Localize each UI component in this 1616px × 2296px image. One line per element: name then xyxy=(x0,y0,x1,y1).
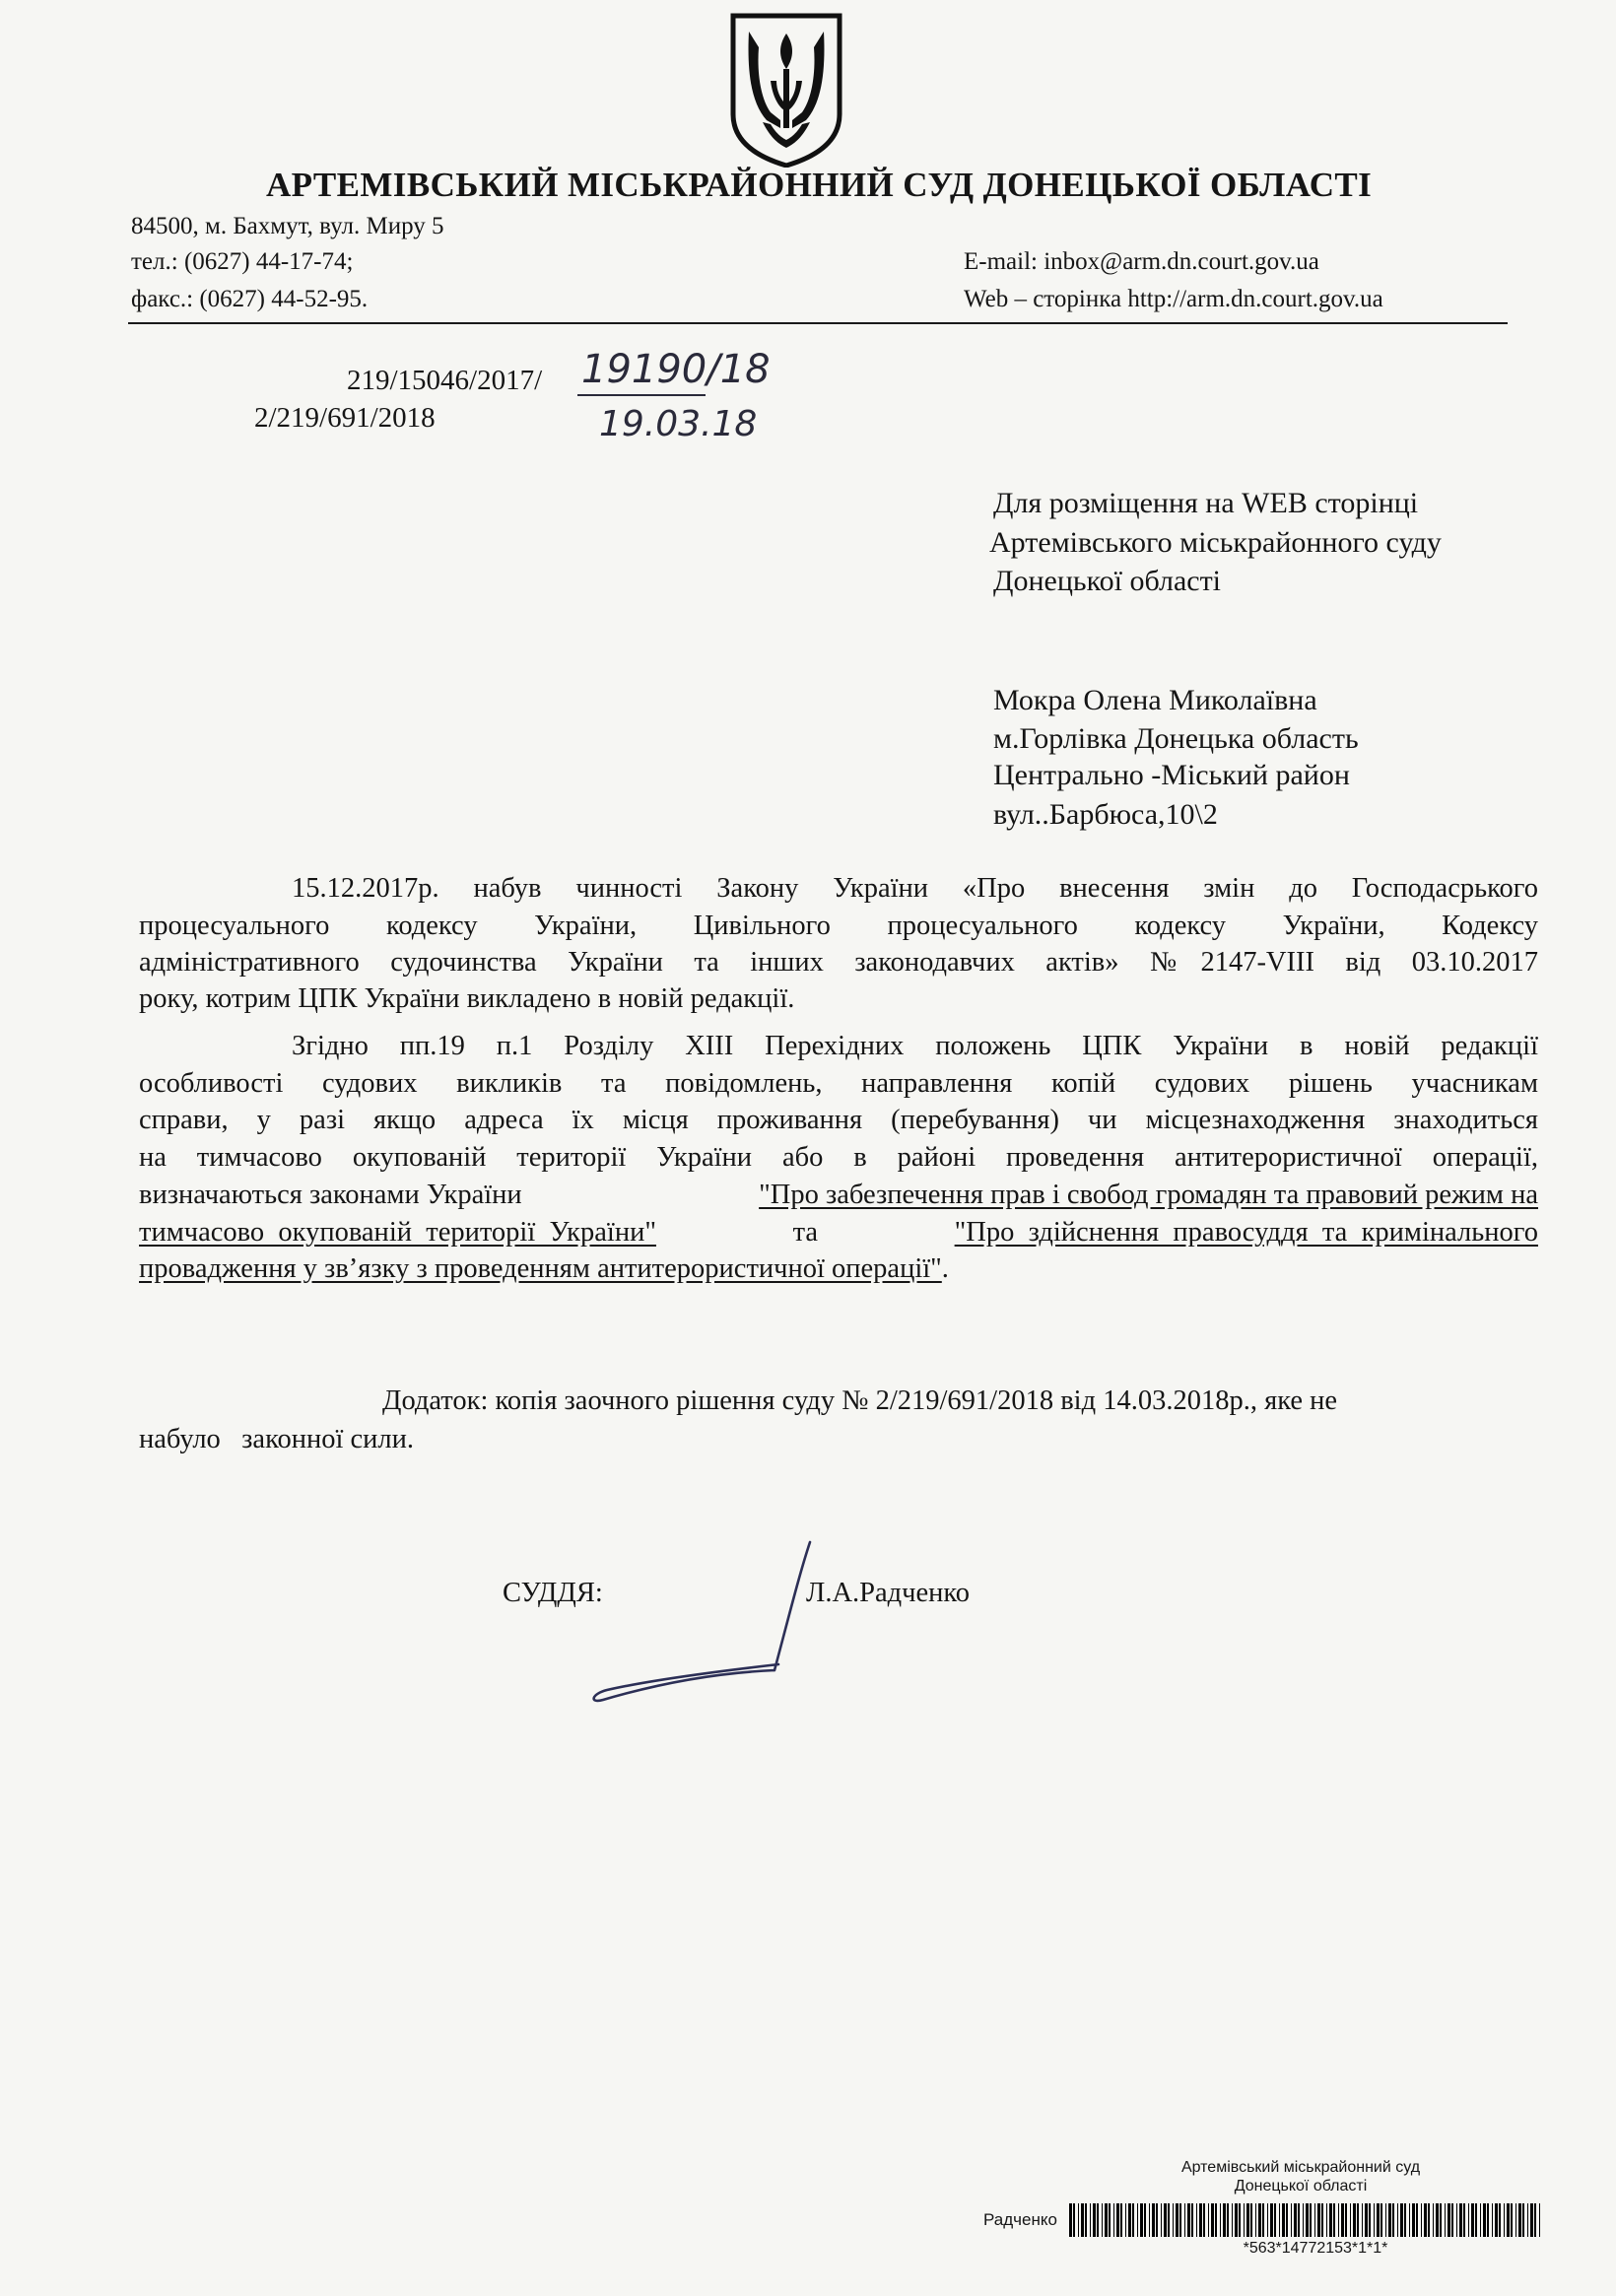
barcode-bar xyxy=(1341,2203,1344,2237)
barcode-bar xyxy=(1199,2203,1202,2237)
barcode-bar xyxy=(1353,2203,1356,2237)
barcode-bar xyxy=(1475,2203,1477,2237)
barcode-bar xyxy=(1483,2203,1486,2237)
barcode-bar xyxy=(1085,2203,1087,2237)
paragraph-text: визначаються законами України xyxy=(139,1180,529,1210)
signature-title: СУДДЯ: xyxy=(503,1578,603,1608)
barcode-bar xyxy=(1504,2203,1505,2237)
barcode-number: *563*14772153*1*1* xyxy=(1243,2240,1388,2257)
barcode-bar xyxy=(1511,2203,1513,2237)
header-divider xyxy=(128,322,1508,324)
barcode-caption-line: Артемівський міськрайонний суд xyxy=(1180,2159,1421,2176)
barcode-bar xyxy=(1137,2203,1138,2237)
barcode-bar xyxy=(1132,2203,1134,2237)
barcode-bar xyxy=(1409,2203,1410,2237)
signer-name: Л.А.Радченко xyxy=(806,1578,971,1608)
handwritten-registration-number: 19190/18 xyxy=(581,347,771,392)
barcode-bar xyxy=(1294,2203,1297,2237)
barcode-bar xyxy=(1471,2203,1474,2237)
barcode-bar xyxy=(1173,2203,1174,2237)
addressee-name: Мокра Олена Миколаївна xyxy=(993,684,1317,716)
barcode-bar xyxy=(1250,2203,1252,2237)
barcode-bar xyxy=(1116,2203,1119,2237)
paragraph-line xyxy=(139,1219,1538,1248)
barcode-bar xyxy=(1345,2203,1347,2237)
barcode-bar xyxy=(1350,2203,1351,2237)
barcode-bar xyxy=(1421,2203,1422,2237)
law-reference-2: провадження у зв’язку з проведенням антитерористичної операції" xyxy=(139,1253,942,1284)
paragraph-line: на тимчасово окупованій території України або в районі проведення антитерористичної операції, xyxy=(139,1142,1538,1173)
barcode-bar xyxy=(1267,2203,1268,2237)
barcode-bar xyxy=(1298,2203,1300,2237)
paragraph-text: . xyxy=(941,1253,949,1284)
handwritten-date: 19.03.18 xyxy=(599,404,758,444)
barcode-bar xyxy=(1369,2203,1371,2237)
barcode-bar xyxy=(1306,2203,1309,2237)
barcode-bar xyxy=(1220,2203,1221,2237)
paragraph-line: року, котрим ЦПК України викладено в новій редакції. xyxy=(139,983,795,1014)
barcode-bar xyxy=(1428,2203,1430,2237)
barcode-bar xyxy=(1388,2203,1391,2237)
paragraph-line: 15.12.2017р. набув чинності Закону України «Про внесення змін до Господасрького xyxy=(292,873,1538,904)
law-reference-1: "Про забезпечення прав і свобод громадян та правовий режим на xyxy=(759,1180,1538,1210)
barcode-bar xyxy=(1235,2203,1238,2237)
coat-of-arms-emblem xyxy=(727,12,845,168)
barcode-bar xyxy=(1362,2203,1363,2237)
barcode-bar xyxy=(1093,2203,1096,2237)
barcode-bar xyxy=(1445,2203,1446,2237)
case-number: 2/219/691/2018 xyxy=(254,402,436,434)
paragraph-text: та xyxy=(785,1217,826,1248)
web-notice-line: Артемівського міськрайонного суду xyxy=(989,526,1442,559)
barcode-bar xyxy=(1459,2203,1462,2237)
court-email: E-mail: inbox@arm.dn.court.gov.ua xyxy=(964,248,1319,275)
addressee-district: Центрально -Міський район xyxy=(993,759,1350,791)
barcode-bar xyxy=(1333,2203,1335,2237)
barcode-bar xyxy=(1223,2203,1226,2237)
barcode-bar xyxy=(1176,2203,1178,2237)
barcode-bar xyxy=(1480,2203,1481,2237)
barcode-bar xyxy=(1179,2203,1181,2237)
barcode-bar xyxy=(1244,2203,1245,2237)
barcode-bar xyxy=(1262,2203,1264,2237)
paragraph-line: адміністративного судочинства України та інших законодавчих актів» №2147-VIII від 03.10.2017 xyxy=(139,947,1538,978)
court-fax: факс.: (0627) 44-52-95. xyxy=(131,286,369,312)
barcode-bar xyxy=(1255,2203,1256,2237)
barcode-bar xyxy=(1534,2203,1536,2237)
barcode-bar xyxy=(1539,2203,1540,2237)
barcode-bar xyxy=(1314,2203,1315,2237)
attachment-note: набуло законної сили. xyxy=(139,1424,415,1454)
barcode-bar xyxy=(1404,2203,1406,2237)
court-address: 84500, м. Бахмут, вул. Миру 5 xyxy=(131,213,444,239)
barcode-bar xyxy=(1279,2203,1280,2237)
barcode-bar xyxy=(1436,2203,1439,2237)
outgoing-number: 219/15046/2017/ xyxy=(347,365,543,396)
barcode-bar xyxy=(1196,2203,1197,2237)
barcode-bar xyxy=(1140,2203,1143,2237)
barcode-bar xyxy=(1113,2203,1114,2237)
barcode-bar xyxy=(1286,2203,1288,2237)
barcode-bar xyxy=(1385,2203,1386,2237)
barcode-bar xyxy=(1078,2203,1079,2237)
barcode-bar xyxy=(1518,2203,1521,2237)
addressee-city: м.Горлівка Донецька область xyxy=(993,722,1359,755)
barcode-bar xyxy=(1258,2203,1261,2237)
barcode-bar xyxy=(1081,2203,1084,2237)
barcode-bar xyxy=(1433,2203,1434,2237)
barcode-bar xyxy=(1274,2203,1276,2237)
barcode-bar xyxy=(1492,2203,1493,2237)
barcode-bar xyxy=(1164,2203,1167,2237)
barcode-bar xyxy=(1530,2203,1533,2237)
barcode-bar xyxy=(1282,2203,1285,2237)
barcode-bar xyxy=(1448,2203,1450,2237)
barcode-bar xyxy=(1069,2203,1072,2237)
barcode-bar xyxy=(1303,2203,1304,2237)
barcode-bar xyxy=(1412,2203,1415,2237)
barcode-bar xyxy=(1329,2203,1332,2237)
law-reference-1: тимчасово окупованій території України" xyxy=(139,1217,656,1248)
handwritten-signature xyxy=(581,1532,838,1710)
barcode-bar xyxy=(1495,2203,1498,2237)
barcode-bar xyxy=(1208,2203,1209,2237)
barcode-bar xyxy=(1365,2203,1368,2237)
paragraph-line: справи, у разі якщо адреса їх місця проживання (перебування) чи місцезнаходження знаходиться xyxy=(139,1105,1538,1135)
barcode-caption-line: Донецької області xyxy=(1234,2178,1368,2195)
barcode-bar xyxy=(1400,2203,1403,2237)
barcode-bar xyxy=(1215,2203,1217,2237)
barcode-bar xyxy=(1090,2203,1091,2237)
barcode-bar xyxy=(1125,2203,1126,2237)
barcode-bar xyxy=(1424,2203,1427,2237)
barcode-bar xyxy=(1357,2203,1359,2237)
barcode-bar xyxy=(1463,2203,1465,2237)
barcode-bar xyxy=(1338,2203,1339,2237)
barcode-bar xyxy=(1451,2203,1453,2237)
barcode-bar xyxy=(1310,2203,1312,2237)
paragraph-line: Згідно пп.19 п.1 Розділу ХІІІ Перехідних положень ЦПК України в новій редакції xyxy=(292,1031,1538,1061)
barcode-bar xyxy=(1187,2203,1190,2237)
paragraph-line: процесуального кодексу України, Цивільного процесуального кодексу України, Кодексу xyxy=(139,911,1538,941)
barcode-bar xyxy=(1270,2203,1273,2237)
barcode-bar xyxy=(1073,2203,1075,2237)
barcode-bar xyxy=(1456,2203,1457,2237)
barcode-bar xyxy=(1317,2203,1320,2237)
barcode-bar xyxy=(1374,2203,1375,2237)
barcode-bar xyxy=(1326,2203,1327,2237)
barcode-bar xyxy=(1392,2203,1394,2237)
barcode-bar xyxy=(1416,2203,1418,2237)
barcode-bar xyxy=(1109,2203,1111,2237)
barcode-bar xyxy=(1120,2203,1122,2237)
web-notice-line: Для розміщення на WEB сторінці xyxy=(993,487,1419,519)
barcode xyxy=(1069,2203,1542,2237)
barcode-bar xyxy=(1184,2203,1185,2237)
paragraph-line: особливості судових викликів та повідомлень, направлення копій судових рішень учасникам xyxy=(139,1068,1538,1099)
barcode-bar xyxy=(1144,2203,1146,2237)
barcode-bar xyxy=(1380,2203,1382,2237)
barcode-bar xyxy=(1203,2203,1205,2237)
barcode-bar xyxy=(1149,2203,1150,2237)
barcode-judge-name: Радченко xyxy=(983,2210,1057,2229)
barcode-bar xyxy=(1211,2203,1214,2237)
barcode-bar xyxy=(1321,2203,1323,2237)
barcode-bar xyxy=(1102,2203,1103,2237)
barcode-bar xyxy=(1507,2203,1510,2237)
registration-underline xyxy=(577,394,706,396)
barcode-bar xyxy=(1397,2203,1398,2237)
paragraph-line xyxy=(139,1182,1538,1210)
barcode-bar xyxy=(1468,2203,1469,2237)
addressee-street: вул..Барбюса,10\2 xyxy=(993,798,1218,831)
barcode-bar xyxy=(1105,2203,1108,2237)
court-website: Web – сторінка http://arm.dn.court.gov.ua xyxy=(964,286,1383,312)
barcode-bar xyxy=(1515,2203,1516,2237)
law-reference-2: "Про здійснення правосуддя та кримінального xyxy=(954,1217,1538,1248)
barcode-bar xyxy=(1097,2203,1099,2237)
barcode-bar xyxy=(1128,2203,1131,2237)
barcode-bar xyxy=(1239,2203,1241,2237)
barcode-bar xyxy=(1527,2203,1528,2237)
barcode-bar xyxy=(1227,2203,1229,2237)
barcode-bar xyxy=(1152,2203,1155,2237)
barcode-bar xyxy=(1377,2203,1380,2237)
court-phone: тел.: (0627) 44-17-74; xyxy=(131,248,354,275)
barcode-bar xyxy=(1291,2203,1292,2237)
barcode-bar xyxy=(1168,2203,1170,2237)
barcode-bar xyxy=(1499,2203,1501,2237)
web-notice-line: Донецької області xyxy=(993,565,1222,597)
barcode-bar xyxy=(1232,2203,1233,2237)
barcode-caption xyxy=(1168,2158,1434,2195)
barcode-bar xyxy=(1191,2203,1193,2237)
barcode-bar xyxy=(1156,2203,1158,2237)
barcode-bar xyxy=(1246,2203,1249,2237)
barcode-bar xyxy=(1440,2203,1442,2237)
barcode-bar xyxy=(1487,2203,1489,2237)
attachment-note: Додаток: копія заочного рішення суду № 2/219/691/2018 від 14.03.2018р., яке не xyxy=(382,1385,1338,1416)
paragraph-line xyxy=(139,1255,949,1284)
barcode-bar xyxy=(1522,2203,1524,2237)
barcode-bar xyxy=(1161,2203,1162,2237)
court-name-heading: АРТЕМІВСЬКИЙ МІСЬКРАЙОННИЙ СУД ДОНЕЦЬКОЇ ОБЛАСТІ xyxy=(266,166,1373,204)
